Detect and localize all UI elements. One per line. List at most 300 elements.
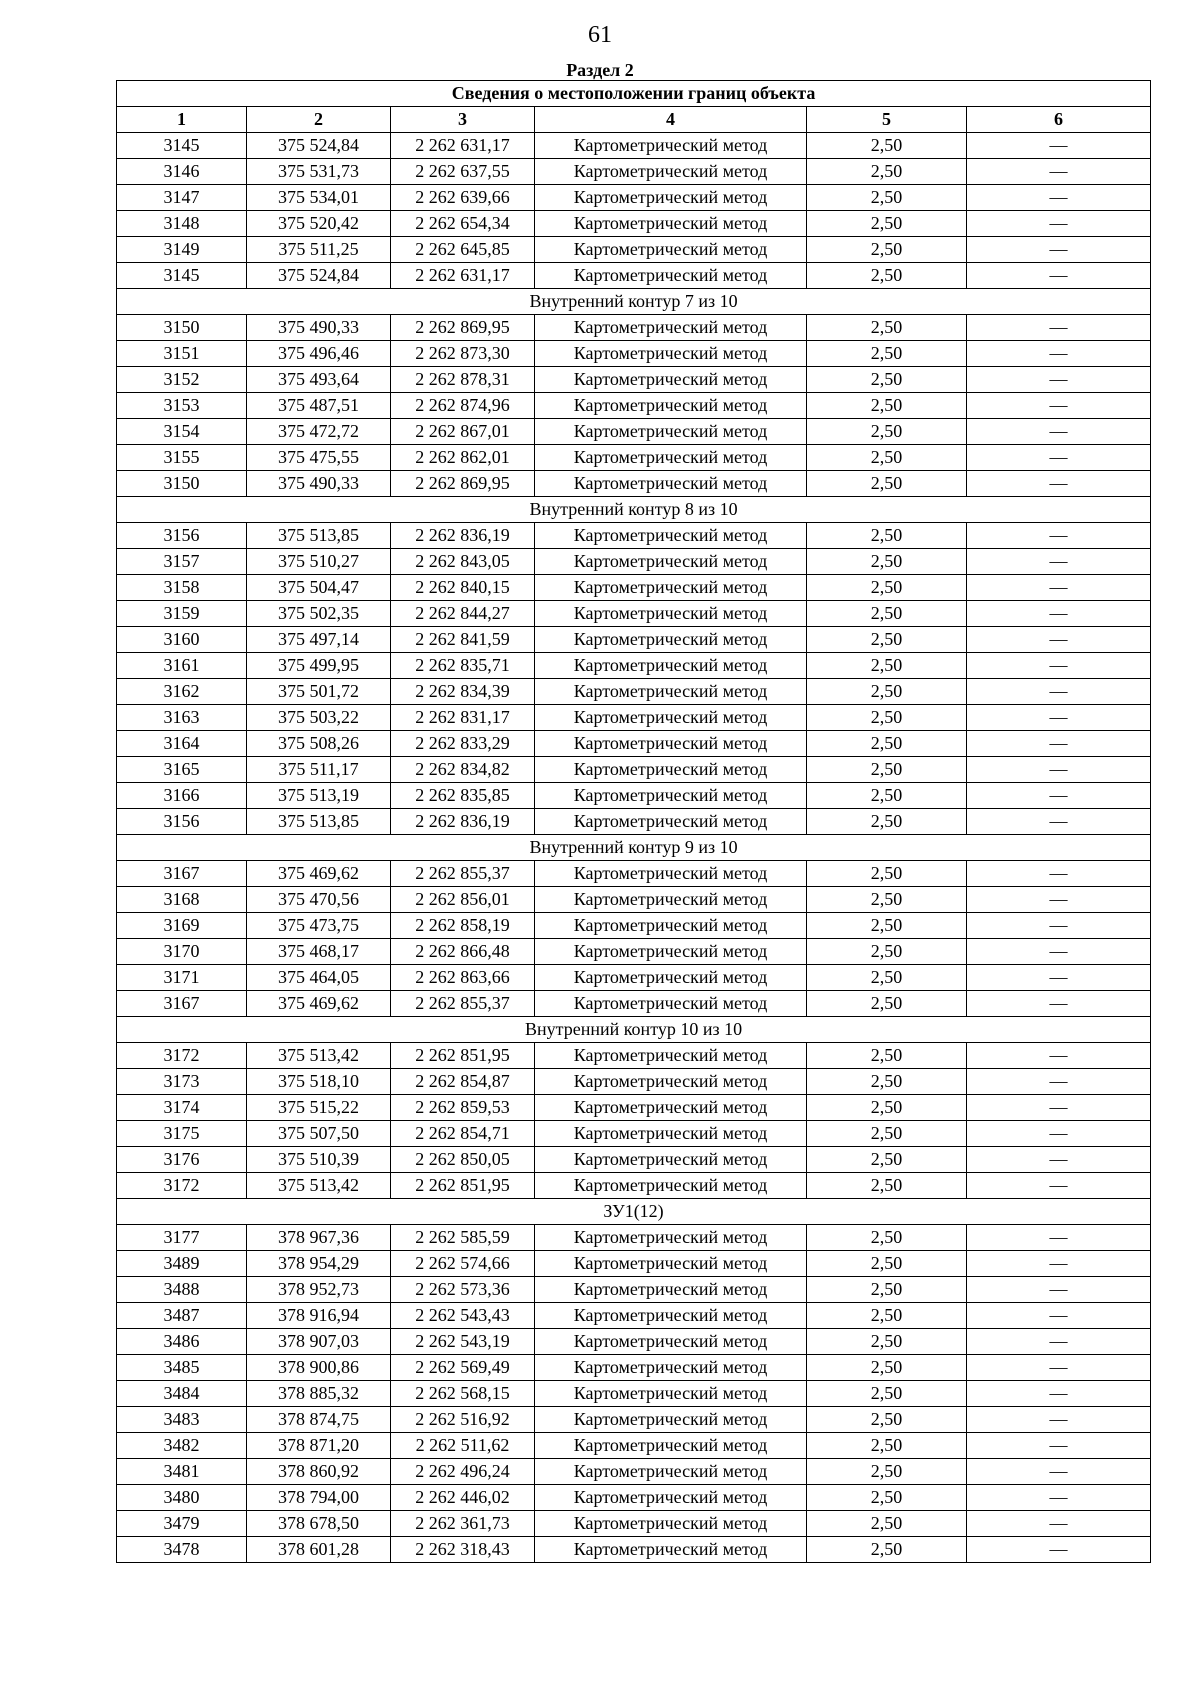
- table-cell: Картометрический метод: [535, 549, 807, 575]
- table-cell: —: [967, 627, 1151, 653]
- table-cell: 3151: [117, 341, 247, 367]
- table-row: [117, 653, 1151, 679]
- table-cell: 2 262 850,05: [391, 1147, 535, 1173]
- table-cell: 2 262 585,59: [391, 1225, 535, 1251]
- table-cell: 2,50: [807, 445, 967, 471]
- table-cell: Картометрический метод: [535, 705, 807, 731]
- column-header: 2: [247, 107, 391, 133]
- table-row: [117, 1407, 1151, 1433]
- table-cell: 375 502,35: [247, 601, 391, 627]
- table-cell: Картометрический метод: [535, 367, 807, 393]
- table-cell: Картометрический метод: [535, 1511, 807, 1537]
- contour-group-row: [117, 1199, 1151, 1225]
- table-cell: 2,50: [807, 679, 967, 705]
- page-number: 61: [588, 22, 612, 48]
- table-cell: 2 262 543,19: [391, 1329, 535, 1355]
- table-row: [117, 913, 1151, 939]
- table-cell: 375 511,17: [247, 757, 391, 783]
- table-cell: 2 262 855,37: [391, 861, 535, 887]
- table-cell: 2,50: [807, 913, 967, 939]
- table-cell: —: [967, 783, 1151, 809]
- table-cell: 3165: [117, 757, 247, 783]
- table-cell: 2,50: [807, 1121, 967, 1147]
- table-cell: 2 262 869,95: [391, 315, 535, 341]
- table-cell: 375 501,72: [247, 679, 391, 705]
- contour-group-label: Внутренний контур 10 из 10: [117, 1017, 1151, 1043]
- table-cell: 375 507,50: [247, 1121, 391, 1147]
- table-cell: —: [967, 1355, 1151, 1381]
- table-cell: 2 262 835,85: [391, 783, 535, 809]
- table-cell: 3156: [117, 523, 247, 549]
- table-cell: —: [967, 731, 1151, 757]
- table-cell: 2 262 844,27: [391, 601, 535, 627]
- table-row: [117, 211, 1151, 237]
- table-cell: 2 262 854,87: [391, 1069, 535, 1095]
- table-cell: 2 262 866,48: [391, 939, 535, 965]
- table-cell: 2 262 878,31: [391, 367, 535, 393]
- table-cell: —: [967, 1407, 1151, 1433]
- table-row: [117, 601, 1151, 627]
- table-cell: 2 262 841,59: [391, 627, 535, 653]
- table-cell: —: [967, 1381, 1151, 1407]
- table-row: [117, 445, 1151, 471]
- table-cell: 3479: [117, 1511, 247, 1537]
- table-cell: Картометрический метод: [535, 211, 807, 237]
- table-cell: 375 534,01: [247, 185, 391, 211]
- table-cell: 3153: [117, 393, 247, 419]
- table-cell: 2 262 543,43: [391, 1303, 535, 1329]
- table-cell: —: [967, 185, 1151, 211]
- table-row: [117, 705, 1151, 731]
- table-cell: 2,50: [807, 341, 967, 367]
- table-cell: Картометрический метод: [535, 1407, 807, 1433]
- table-cell: Картометрический метод: [535, 1355, 807, 1381]
- table-cell: —: [967, 393, 1151, 419]
- table-cell: —: [967, 133, 1151, 159]
- table-row: [117, 627, 1151, 653]
- table-cell: 3167: [117, 991, 247, 1017]
- table-cell: 2 262 867,01: [391, 419, 535, 445]
- table-row: [117, 757, 1151, 783]
- table-cell: 375 518,10: [247, 1069, 391, 1095]
- table-cell: 3156: [117, 809, 247, 835]
- table-cell: 2,50: [807, 133, 967, 159]
- table-cell: 2,50: [807, 575, 967, 601]
- contour-group-label: Внутренний контур 8 из 10: [117, 497, 1151, 523]
- table-cell: 2 262 836,19: [391, 809, 535, 835]
- table-cell: Картометрический метод: [535, 1225, 807, 1251]
- table-cell: 2 262 511,62: [391, 1433, 535, 1459]
- table-cell: 375 499,95: [247, 653, 391, 679]
- table-cell: Картометрический метод: [535, 1459, 807, 1485]
- table-cell: 3489: [117, 1251, 247, 1277]
- table-cell: —: [967, 263, 1151, 289]
- table-cell: —: [967, 1433, 1151, 1459]
- table-cell: 2 262 516,92: [391, 1407, 535, 1433]
- table-cell: 2,50: [807, 1381, 967, 1407]
- table-cell: 3163: [117, 705, 247, 731]
- table-cell: 3154: [117, 419, 247, 445]
- table-cell: 2,50: [807, 757, 967, 783]
- table-cell: 2 262 874,96: [391, 393, 535, 419]
- table-cell: 2 262 859,53: [391, 1095, 535, 1121]
- table-cell: Картометрический метод: [535, 679, 807, 705]
- table-cell: 2,50: [807, 1537, 967, 1563]
- table-cell: 375 513,85: [247, 523, 391, 549]
- table-cell: 375 508,26: [247, 731, 391, 757]
- table-cell: 3483: [117, 1407, 247, 1433]
- table-row: [117, 1147, 1151, 1173]
- table-cell: 375 469,62: [247, 991, 391, 1017]
- table-cell: Картометрический метод: [535, 1277, 807, 1303]
- table-row: [117, 523, 1151, 549]
- table-cell: 3160: [117, 627, 247, 653]
- contour-group-row: [117, 289, 1151, 315]
- table-cell: Картометрический метод: [535, 393, 807, 419]
- table-cell: 378 952,73: [247, 1277, 391, 1303]
- table-cell: Картометрический метод: [535, 1485, 807, 1511]
- table-cell: 375 513,42: [247, 1043, 391, 1069]
- table-cell: 2 262 855,37: [391, 991, 535, 1017]
- contour-group-label: Внутренний контур 7 из 10: [117, 289, 1151, 315]
- table-cell: Картометрический метод: [535, 1095, 807, 1121]
- table-row: [117, 1121, 1151, 1147]
- table-cell: Картометрический метод: [535, 861, 807, 887]
- table-cell: 3175: [117, 1121, 247, 1147]
- table-cell: 2 262 631,17: [391, 263, 535, 289]
- table-cell: 3150: [117, 315, 247, 341]
- table-cell: 3176: [117, 1147, 247, 1173]
- table-cell: Картометрический метод: [535, 887, 807, 913]
- table-cell: —: [967, 549, 1151, 575]
- table-cell: 3488: [117, 1277, 247, 1303]
- table-row: [117, 1537, 1151, 1563]
- table-row: [117, 1485, 1151, 1511]
- table-cell: 2,50: [807, 1511, 967, 1537]
- table-cell: Картометрический метод: [535, 939, 807, 965]
- table-cell: —: [967, 1329, 1151, 1355]
- table-cell: Картометрический метод: [535, 1173, 807, 1199]
- table-row: [117, 1277, 1151, 1303]
- table-cell: 2,50: [807, 601, 967, 627]
- table-cell: —: [967, 523, 1151, 549]
- table-row: [117, 185, 1151, 211]
- table-row: [117, 393, 1151, 419]
- table-cell: 3168: [117, 887, 247, 913]
- table-cell: 2 262 869,95: [391, 471, 535, 497]
- table-cell: 3152: [117, 367, 247, 393]
- table-cell: Картометрический метод: [535, 809, 807, 835]
- table-row: [117, 939, 1151, 965]
- table-cell: Картометрический метод: [535, 575, 807, 601]
- table-cell: 378 967,36: [247, 1225, 391, 1251]
- table-cell: 2,50: [807, 237, 967, 263]
- table-cell: —: [967, 991, 1151, 1017]
- table-cell: 2 262 574,66: [391, 1251, 535, 1277]
- table-cell: —: [967, 341, 1151, 367]
- table-row: [117, 731, 1151, 757]
- table-cell: 375 496,46: [247, 341, 391, 367]
- table-cell: 2 262 569,49: [391, 1355, 535, 1381]
- table-cell: 2 262 834,39: [391, 679, 535, 705]
- table-cell: 2 262 831,17: [391, 705, 535, 731]
- table-row: [117, 861, 1151, 887]
- table-cell: 3161: [117, 653, 247, 679]
- table-cell: 2 262 568,15: [391, 1381, 535, 1407]
- table-cell: —: [967, 1459, 1151, 1485]
- table-cell: 2,50: [807, 1355, 967, 1381]
- table-cell: 3145: [117, 133, 247, 159]
- table-cell: 375 520,42: [247, 211, 391, 237]
- table-cell: 2,50: [807, 211, 967, 237]
- table-cell: —: [967, 1069, 1151, 1095]
- table-row: [117, 367, 1151, 393]
- table-cell: 3167: [117, 861, 247, 887]
- column-header: 4: [535, 107, 807, 133]
- table-cell: 378 954,29: [247, 1251, 391, 1277]
- table-cell: 2 262 862,01: [391, 445, 535, 471]
- table-cell: 375 513,42: [247, 1173, 391, 1199]
- table-cell: —: [967, 965, 1151, 991]
- table-cell: 3481: [117, 1459, 247, 1485]
- table-cell: —: [967, 939, 1151, 965]
- table-row: [117, 315, 1151, 341]
- table-cell: Картометрический метод: [535, 1251, 807, 1277]
- table-cell: 2,50: [807, 1225, 967, 1251]
- table-row: [117, 783, 1151, 809]
- table-cell: 2,50: [807, 1277, 967, 1303]
- table-cell: 378 601,28: [247, 1537, 391, 1563]
- table-cell: —: [967, 679, 1151, 705]
- table-row: [117, 965, 1151, 991]
- table-row: [117, 809, 1151, 835]
- table-cell: 378 907,03: [247, 1329, 391, 1355]
- table-cell: Картометрический метод: [535, 653, 807, 679]
- table-cell: 3148: [117, 211, 247, 237]
- table-cell: 3171: [117, 965, 247, 991]
- table-cell: 2 262 851,95: [391, 1173, 535, 1199]
- table-cell: Картометрический метод: [535, 471, 807, 497]
- table-cell: 3480: [117, 1485, 247, 1511]
- table-cell: Картометрический метод: [535, 237, 807, 263]
- table-cell: 2,50: [807, 653, 967, 679]
- table-row: [117, 1173, 1151, 1199]
- table-row: [117, 341, 1151, 367]
- table-cell: Картометрический метод: [535, 133, 807, 159]
- table-cell: 3174: [117, 1095, 247, 1121]
- table-row: [117, 1355, 1151, 1381]
- table-cell: 2,50: [807, 315, 967, 341]
- table-cell: 375 510,27: [247, 549, 391, 575]
- table-cell: 2,50: [807, 1147, 967, 1173]
- contour-group-label: ЗУ1(12): [117, 1199, 1151, 1225]
- table-cell: 375 510,39: [247, 1147, 391, 1173]
- table-cell: 3158: [117, 575, 247, 601]
- table-cell: —: [967, 705, 1151, 731]
- table-row: [117, 237, 1151, 263]
- table-cell: 2,50: [807, 393, 967, 419]
- table-cell: 3147: [117, 185, 247, 211]
- table-row: [117, 1043, 1151, 1069]
- table-row: [117, 887, 1151, 913]
- table-cell: 2 262 639,66: [391, 185, 535, 211]
- table-cell: 375 464,05: [247, 965, 391, 991]
- table-cell: 2 262 637,55: [391, 159, 535, 185]
- table-cell: 2,50: [807, 549, 967, 575]
- table-cell: 2 262 496,24: [391, 1459, 535, 1485]
- table-cell: 2 262 851,95: [391, 1043, 535, 1069]
- table-cell: 375 511,25: [247, 237, 391, 263]
- table-cell: —: [967, 1095, 1151, 1121]
- table-cell: —: [967, 575, 1151, 601]
- table-cell: 375 513,19: [247, 783, 391, 809]
- table-cell: 3486: [117, 1329, 247, 1355]
- table-cell: Картометрический метод: [535, 1069, 807, 1095]
- table-cell: —: [967, 471, 1151, 497]
- table-cell: 3150: [117, 471, 247, 497]
- table-cell: Картометрический метод: [535, 159, 807, 185]
- table-cell: 2,50: [807, 1459, 967, 1485]
- table-cell: —: [967, 211, 1151, 237]
- table-cell: 2,50: [807, 991, 967, 1017]
- table-cell: Картометрический метод: [535, 445, 807, 471]
- table-row: [117, 679, 1151, 705]
- table-cell: 378 900,86: [247, 1355, 391, 1381]
- column-header: 5: [807, 107, 967, 133]
- table-cell: Картометрический метод: [535, 913, 807, 939]
- table-cell: —: [967, 1303, 1151, 1329]
- table-cell: —: [967, 419, 1151, 445]
- table-cell: —: [967, 159, 1151, 185]
- table-cell: Картометрический метод: [535, 627, 807, 653]
- table-cell: 2 262 873,30: [391, 341, 535, 367]
- table-cell: 375 504,47: [247, 575, 391, 601]
- table-cell: 3164: [117, 731, 247, 757]
- table-cell: 2,50: [807, 783, 967, 809]
- boundary-coordinates-table: [116, 80, 1151, 1563]
- table-cell: 375 469,62: [247, 861, 391, 887]
- table-cell: 2 262 834,82: [391, 757, 535, 783]
- table-row: [117, 1511, 1151, 1537]
- table-cell: 375 503,22: [247, 705, 391, 731]
- table-cell: 378 916,94: [247, 1303, 391, 1329]
- table-row: [117, 1303, 1151, 1329]
- table-cell: —: [967, 1147, 1151, 1173]
- table-row: [117, 133, 1151, 159]
- table-cell: —: [967, 1043, 1151, 1069]
- table-cell: 3146: [117, 159, 247, 185]
- table-cell: —: [967, 1251, 1151, 1277]
- table-cell: 378 678,50: [247, 1511, 391, 1537]
- contour-group-row: [117, 835, 1151, 861]
- table-cell: 3145: [117, 263, 247, 289]
- table-row: [117, 1095, 1151, 1121]
- table-row: [117, 159, 1151, 185]
- table-cell: Картометрический метод: [535, 965, 807, 991]
- table-cell: 3169: [117, 913, 247, 939]
- table-cell: Картометрический метод: [535, 1329, 807, 1355]
- column-header: 1: [117, 107, 247, 133]
- table-cell: —: [967, 913, 1151, 939]
- table-row: [117, 1329, 1151, 1355]
- table-cell: 2 262 843,05: [391, 549, 535, 575]
- table-cell: 3162: [117, 679, 247, 705]
- table-cell: 2 262 645,85: [391, 237, 535, 263]
- table-cell: 3484: [117, 1381, 247, 1407]
- contour-group-label: Внутренний контур 9 из 10: [117, 835, 1151, 861]
- table-cell: 2 262 361,73: [391, 1511, 535, 1537]
- table-cell: Картометрический метод: [535, 601, 807, 627]
- column-header-row: [117, 107, 1151, 133]
- table-cell: 378 874,75: [247, 1407, 391, 1433]
- table-row: [117, 263, 1151, 289]
- table-cell: Картометрический метод: [535, 315, 807, 341]
- table-row: [117, 1069, 1151, 1095]
- table-row: [117, 1251, 1151, 1277]
- table-cell: 2,50: [807, 965, 967, 991]
- table-cell: —: [967, 237, 1151, 263]
- table-cell: 2,50: [807, 809, 967, 835]
- table-row: [117, 1433, 1151, 1459]
- table-cell: 378 794,00: [247, 1485, 391, 1511]
- section-title: Раздел 2: [566, 60, 634, 80]
- table-row: [117, 419, 1151, 445]
- table-cell: 2 262 840,15: [391, 575, 535, 601]
- table-row: [117, 471, 1151, 497]
- table-row: [117, 1459, 1151, 1485]
- table-cell: Картометрический метод: [535, 419, 807, 445]
- table-cell: Картометрический метод: [535, 341, 807, 367]
- table-cell: —: [967, 445, 1151, 471]
- table-cell: 2,50: [807, 1173, 967, 1199]
- table-cell: 3159: [117, 601, 247, 627]
- table-cell: 2,50: [807, 705, 967, 731]
- table-cell: 375 490,33: [247, 471, 391, 497]
- table-cell: 3149: [117, 237, 247, 263]
- table-cell: 375 515,22: [247, 1095, 391, 1121]
- table-cell: 375 472,72: [247, 419, 391, 445]
- table-cell: Картометрический метод: [535, 731, 807, 757]
- table-cell: 378 885,32: [247, 1381, 391, 1407]
- column-header: 3: [391, 107, 535, 133]
- table-cell: 2,50: [807, 1095, 967, 1121]
- table-cell: —: [967, 1277, 1151, 1303]
- table-cell: Картометрический метод: [535, 1537, 807, 1563]
- table-cell: Картометрический метод: [535, 1381, 807, 1407]
- table-cell: 375 487,51: [247, 393, 391, 419]
- table-cell: 2 262 631,17: [391, 133, 535, 159]
- table-cell: —: [967, 601, 1151, 627]
- table-cell: —: [967, 887, 1151, 913]
- table-cell: 375 531,73: [247, 159, 391, 185]
- table-cell: 2,50: [807, 185, 967, 211]
- contour-group-row: [117, 1017, 1151, 1043]
- table-row: [117, 991, 1151, 1017]
- table-cell: Картометрический метод: [535, 1303, 807, 1329]
- table-cell: Картометрический метод: [535, 991, 807, 1017]
- table-cell: 2,50: [807, 159, 967, 185]
- table-cell: 378 860,92: [247, 1459, 391, 1485]
- table-body: [117, 133, 1151, 1563]
- table-cell: 375 497,14: [247, 627, 391, 653]
- table-cell: 378 871,20: [247, 1433, 391, 1459]
- table-cell: —: [967, 367, 1151, 393]
- table-cell: 3173: [117, 1069, 247, 1095]
- table-cell: 2,50: [807, 367, 967, 393]
- table-cell: 3487: [117, 1303, 247, 1329]
- table-cell: 3157: [117, 549, 247, 575]
- table-cell: Картометрический метод: [535, 185, 807, 211]
